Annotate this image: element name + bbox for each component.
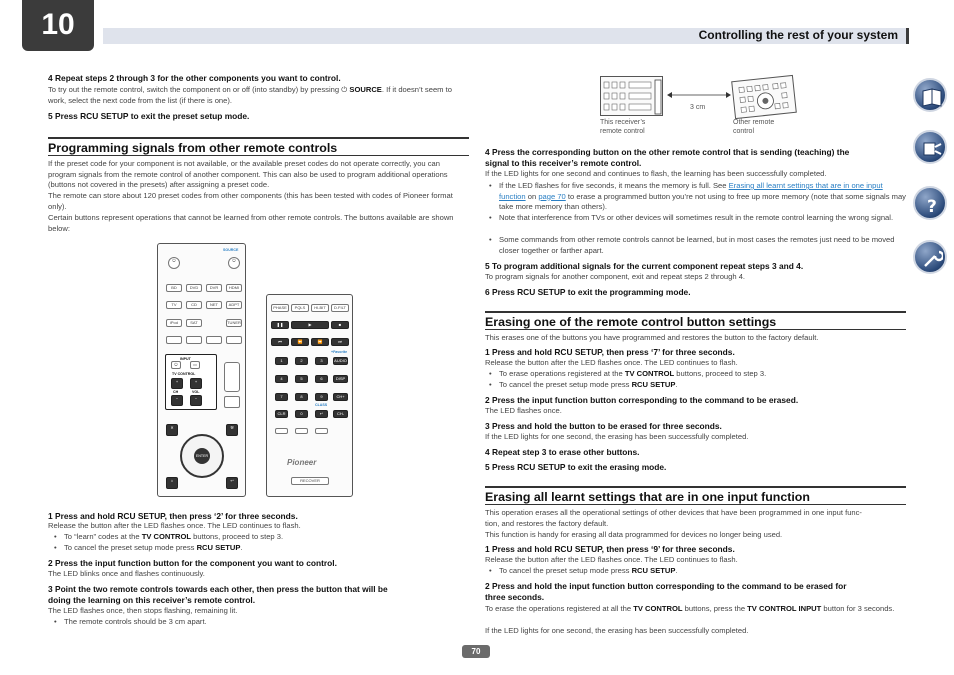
left-step1-head: 1 Press and hold RCU SETUP, then press ‘2’ for three seconds. <box>48 511 298 521</box>
btn-dvd: DVD <box>186 284 202 292</box>
btn-dfilt: D.FILT <box>331 304 349 312</box>
btn-dvr: DVR <box>206 284 222 292</box>
left-step2-head: 2 Press the input function button for the component you want to control. <box>48 558 337 568</box>
btn-rcu <box>206 336 222 344</box>
key-7: 7 <box>275 393 288 401</box>
sec2-step2-head: 2 Press the input function button corresponding to the command to be erased. <box>485 395 799 405</box>
sec3-step2-body-2: If the LED lights for one second, the erasing has been successfully completed. <box>485 626 749 635</box>
ch-minus-icon: − <box>171 395 183 406</box>
input-label: INPUT <box>180 357 191 361</box>
sec3-step1-head: 1 Press and hold RCU SETUP, then press ‘9’ for three seconds. <box>485 544 735 554</box>
key-9: 9 <box>315 393 328 401</box>
sec2-step1-bullet-1: • To erase operations registered at the TV CONTROL buttons, proceed to step 3. <box>489 369 766 380</box>
btn-clr: CLR <box>275 410 288 418</box>
class-label: CLASS <box>315 403 328 407</box>
intro-paragraph-2: The remote can store about 120 preset codes from other components (this has been tested with codes of Pioneer format only). <box>48 191 453 211</box>
tv-power-icon: ⏻ <box>171 361 181 369</box>
btn-input <box>186 336 202 344</box>
sec3-intro-2: tion, and restores the factory default. <box>485 519 609 528</box>
volume-rocker <box>224 362 240 392</box>
intro-paragraph-1: If the preset code for your component is not available, or the available preset codes do not operate correctly, you can program signals from the remote control of another component. This can also be used to program additional operations (buttons not covered in the presets) after assigning a preset code. <box>48 159 448 190</box>
btn-audio: AUDIO <box>334 358 347 363</box>
left-step3-head-2: doing the learning on this receiver’s remote control. <box>48 595 256 605</box>
ch-label: CH <box>173 390 179 394</box>
section-rule <box>485 311 906 313</box>
btn-sat: SAT <box>186 319 202 327</box>
key-3: 3 <box>315 357 328 365</box>
btn-hibit: HI-BIT <box>311 304 329 312</box>
manual-icon[interactable] <box>913 78 947 112</box>
key-8: 8 <box>295 393 308 401</box>
btn-input-select <box>166 336 182 344</box>
favorite-label: +Favorite <box>331 350 348 354</box>
prev-icon: ⏮ <box>271 338 289 346</box>
enter-button: ENTER <box>194 448 210 464</box>
close-icon: ✕ <box>166 424 178 436</box>
btn-disp: DISP <box>333 375 348 383</box>
vol-plus-icon: + <box>190 378 202 389</box>
key-b <box>295 428 308 434</box>
right-step4-head-1: 4 Press the corresponding button on the other remote control that is sending (teaching) the <box>485 147 850 157</box>
home-icon: ⌂ <box>166 477 178 489</box>
this-receiver-remote-figure <box>600 76 663 116</box>
link-erasing-all-learnt[interactable]: Erasing all learnt settings that are in one input function <box>499 181 883 201</box>
right-step4-head-2: signal to this receiver’s remote control. <box>485 158 642 168</box>
page-number: 70 <box>462 645 490 658</box>
play-icon: ▶ <box>291 321 329 329</box>
tools-icon[interactable] <box>913 240 947 274</box>
btn-hdmi: HDMI <box>226 284 242 292</box>
distance-arrow <box>666 90 732 100</box>
sec2-step1-bullet-2: • To cancel the preset setup mode press RCU SETUP. <box>489 380 678 391</box>
remote-illustration-left <box>157 243 246 497</box>
forward-icon: ⏩ <box>311 338 329 346</box>
key-6: 6 <box>315 375 328 383</box>
sec2-step1-head: 1 Press and hold RCU SETUP, then press ‘7’ for three seconds. <box>485 347 735 357</box>
btn-net: NET <box>206 301 222 309</box>
btn-ch-minus: CH- <box>333 410 348 418</box>
btn-ipod: iPod <box>166 319 182 327</box>
right-step4-bullet-2: • Note that interference from TVs or other devices will sometimes result in the remote control learning the wrong signal. <box>489 213 899 224</box>
key-1: 1 <box>275 357 288 365</box>
btn-adpt: ADPT <box>226 301 242 309</box>
right-step6-head: 6 Press RCU SETUP to exit the programming mode. <box>485 287 691 297</box>
left-step2-body: The LED blinks once and flashes continuously. <box>48 569 205 578</box>
link-page-70[interactable]: page 70 <box>538 191 566 201</box>
section-rule <box>485 486 906 488</box>
chapter-number: 10 <box>41 8 75 41</box>
sec2-step3-body: If the LED lights for one second, the erasing has been successfully completed. <box>485 432 749 441</box>
stop-icon: ■ <box>331 321 349 329</box>
return-icon: ↩ <box>226 477 238 489</box>
sec3-intro-1: This operation erases all the operational settings of other devices that have been programmed in one input func- <box>485 508 862 517</box>
btn-ch-plus: CH+ <box>333 393 348 401</box>
section-title-programming: Programming signals from other remote controls <box>48 141 338 155</box>
btn-mcacc <box>224 396 240 408</box>
right-step4-bullet-3: • Some commands from other remote controls cannot be learned, but in most cases the remotes just need to be moved closer together or farther apart. <box>489 235 907 256</box>
btn-recover: RECOVER <box>291 477 329 485</box>
distance-label: 3 cm <box>690 104 706 111</box>
section-rule <box>48 155 469 156</box>
source-power-icon: ⏻ <box>228 257 240 269</box>
rewind-icon: ⏪ <box>291 338 309 346</box>
btn-tuner: TUNER <box>227 320 241 325</box>
key-5: 5 <box>295 375 308 383</box>
right-step4-body: If the LED lights for one second and continues to flash, the learning has been successfully completed. <box>485 169 827 178</box>
section-rule <box>48 137 469 139</box>
left-step3-bullet-1: • The remote controls should be 3 cm apart. <box>54 617 207 628</box>
connection-icon[interactable] <box>913 130 947 164</box>
this-remote-label: This receiver’s remote control <box>600 119 646 135</box>
right-step4-bullet-1: • If the LED flashes for five seconds, it means the memory is full. See Erasing all learnt settings that are in one input function on page 70 to erase a programmed button you’re not using to free up more memory (note that some signals may take more memory than others). <box>489 181 909 213</box>
sec3-step1-body: Release the button after the LED flashes once. The LED continues to flash. <box>485 555 738 564</box>
other-remote-label: Other remote control <box>733 119 775 135</box>
left-step1-bullet-1: • To “learn” codes at the TV CONTROL buttons, proceed to step 3. <box>54 532 283 543</box>
key-c <box>315 428 328 434</box>
section-rule <box>485 504 906 505</box>
section-header-title: Controlling the rest of your system <box>698 28 898 42</box>
left-step4-body: To try out the remote control, switch the component on or off (into standby) by pressing ⏻ SOURCE. If it doesn’t seem to work, select the next code from the list (if there is one). <box>48 85 452 105</box>
btn-phase: PHASE <box>271 304 289 312</box>
left-step3-body: The LED flashes once, then stops flashing, remaining lit. <box>48 606 238 615</box>
next-icon: ⏭ <box>331 338 349 346</box>
right-step5-body: To program signals for another component, exit and repeat steps 2 through 4. <box>485 272 746 281</box>
other-remote-figure <box>731 75 797 119</box>
tv-control-label: TV CONTROL <box>172 372 196 376</box>
chapter-tab <box>22 0 94 51</box>
tv-input-icon: ▭ <box>190 361 200 369</box>
svg-text:?: ? <box>927 197 937 216</box>
section-title-erasing-all: Erasing all learnt settings that are in one input function <box>485 490 810 504</box>
remote-illustration-right <box>266 294 353 497</box>
btn-cd: CD <box>186 301 202 309</box>
cursor-ring <box>180 434 224 478</box>
vol-label: VOL <box>192 390 200 394</box>
key-0: 0 <box>295 410 308 418</box>
right-step5-head: 5 To program additional signals for the current component repeat steps 3 and 4. <box>485 261 804 271</box>
sec2-step1-body: Release the button after the LED flashes once. The LED continues to flash. <box>485 358 738 367</box>
wrench-icon: ⚒ <box>226 424 238 436</box>
ch-plus-icon: + <box>171 378 183 389</box>
tv-control-box <box>165 354 217 410</box>
section-title-erasing-one: Erasing one of the remote control button settings <box>485 315 777 329</box>
sec3-step1-bullet-1: • To cancel the preset setup mode press RCU SETUP. <box>489 566 678 577</box>
sec3-step2-body: To erase the operations registered at all the TV CONTROL buttons, press the TV CONTROL INPUT button for 3 seconds. <box>485 604 895 613</box>
pioneer-logo: Pioneer <box>287 458 317 467</box>
left-step1-bullet-2: • To cancel the preset setup mode press RCU SETUP. <box>54 543 243 554</box>
sec3-intro-3: This function is handy for erasing all data programmed for devices no longer being used. <box>485 530 783 539</box>
btn-muting <box>226 336 242 344</box>
header-bar <box>103 28 909 44</box>
vol-minus-icon: − <box>190 395 202 406</box>
btn-pqls: PQLS <box>291 304 309 312</box>
source-label: SOURCE <box>223 248 239 252</box>
left-step5-head: 5 Press RCU SETUP to exit the preset setup mode. <box>48 111 250 121</box>
key-2: 2 <box>295 357 308 365</box>
intro-paragraph-3: Certain buttons represent operations that cannot be learned from other remote controls. The buttons available are shown below: <box>48 213 454 233</box>
power-icon: ⏻ <box>341 85 348 94</box>
sec2-intro: This erases one of the buttons you have programmed and restores the button to the factory default. <box>485 333 819 342</box>
left-step3-head-1: 3 Point the two remote controls towards each other, then press the button that will be <box>48 584 388 594</box>
left-step4-head: 4 Repeat steps 2 through 3 for the other components you want to control. <box>48 73 341 83</box>
btn-enter-small: ↵ <box>315 410 328 418</box>
question-icon[interactable] <box>913 186 947 220</box>
sec2-step4-head: 4 Repeat step 3 to erase other buttons. <box>485 447 640 457</box>
key-4: 4 <box>275 375 288 383</box>
btn-tv: TV <box>166 301 182 309</box>
power-icon: ⏻ <box>168 257 180 269</box>
sec3-step2-head-2: three seconds. <box>485 592 545 602</box>
btn-bd: BD <box>166 284 182 292</box>
sec2-step2-body: The LED flashes once. <box>485 406 562 415</box>
key-a <box>275 428 288 434</box>
sec3-step2-head-1: 2 Press and hold the input function button corresponding to the command to be erased for <box>485 581 847 591</box>
sec2-step3-head: 3 Press and hold the button to be erased for three seconds. <box>485 421 722 431</box>
pause-icon: ❚❚ <box>271 321 289 329</box>
section-rule <box>485 329 906 330</box>
sec2-step5-head: 5 Press RCU SETUP to exit the erasing mode. <box>485 462 667 472</box>
left-step1-body: Release the button after the LED flashes once. The LED continues to flash. <box>48 521 301 530</box>
